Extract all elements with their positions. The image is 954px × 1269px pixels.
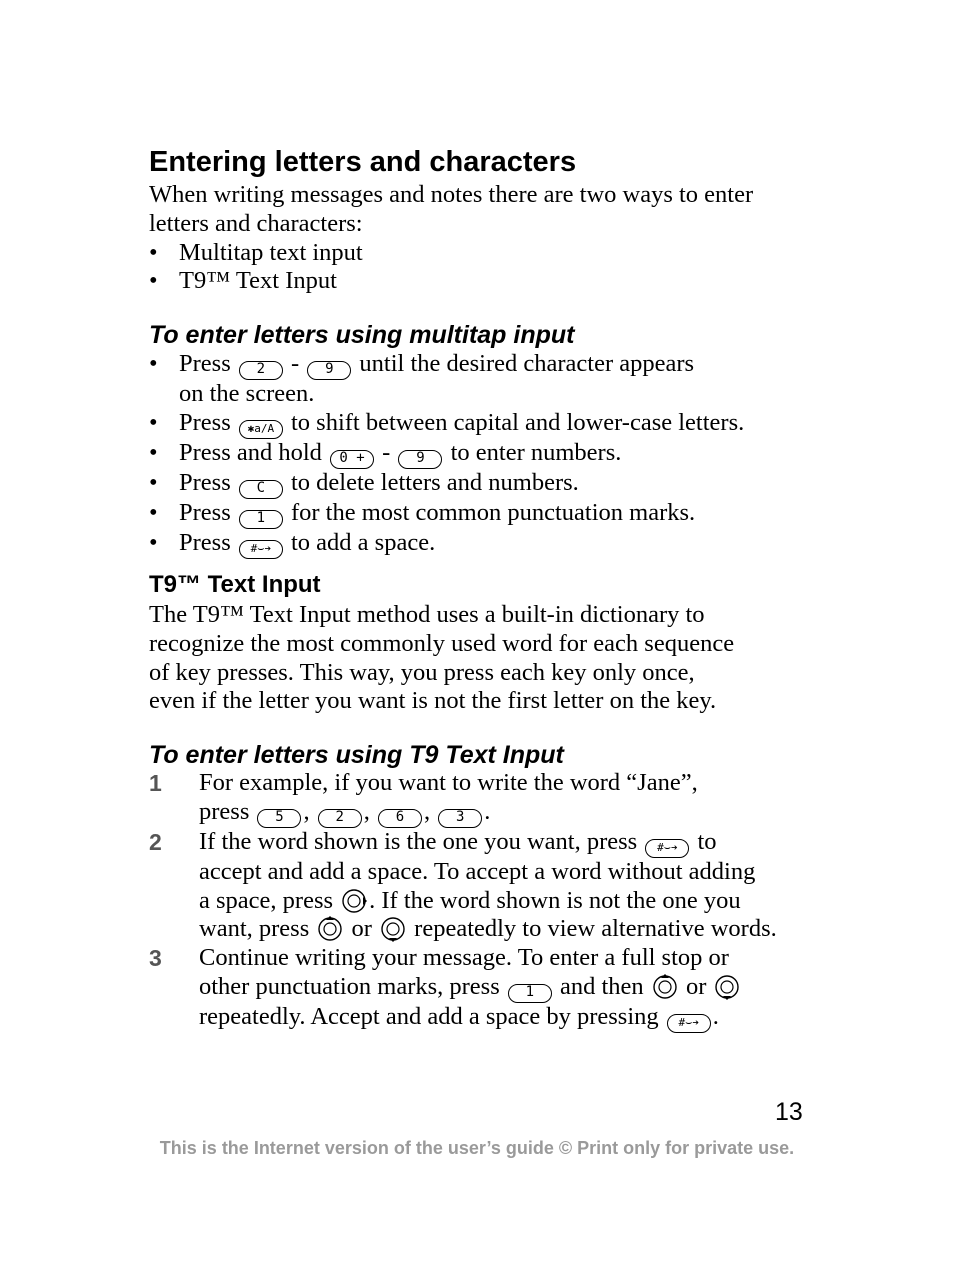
page-number: 13 [775, 1098, 803, 1126]
text: until the desired character appears [353, 350, 695, 377]
key-1-icon: 1 [239, 510, 283, 529]
text: a space, press [199, 886, 340, 914]
list-item: • T9™ Text Input [149, 267, 337, 295]
key-hash-icon: #⌣➔ [667, 1014, 711, 1033]
section-heading-t9-steps: To enter letters using T9 Text Input [149, 741, 564, 769]
list-item: • Press C to delete letters and numbers. [149, 469, 744, 499]
text: and then [553, 972, 650, 1000]
page-title: Entering letters and characters [149, 146, 577, 178]
text: For example, if you want to write the word “Jane”, [199, 769, 698, 796]
text: to enter numbers. [444, 438, 622, 466]
text: Press [179, 498, 237, 526]
text: of key presses. This way, you press each key only once, [149, 658, 695, 686]
text: Press [179, 408, 237, 436]
text: - [284, 350, 306, 377]
key-6-icon: 6 [378, 809, 422, 828]
key-3-icon: 3 [438, 809, 482, 828]
t9-steps-list [149, 769, 777, 1033]
key-2-icon: 2 [239, 361, 283, 380]
key-1-icon: 1 [508, 984, 552, 1003]
section-heading-t9: T9™ Text Input [149, 571, 321, 598]
text: Press [179, 528, 237, 556]
key-c-icon: C [239, 480, 283, 499]
text: - [376, 438, 397, 466]
navigation-key-up-icon [317, 916, 343, 942]
text: to delete letters and numbers. [284, 468, 579, 496]
key-hash-icon: #⌣➔ [645, 839, 689, 858]
list-item: • Press #⌣➔ to add a space. [149, 529, 744, 559]
text: , [363, 797, 376, 825]
text: Press [179, 350, 237, 377]
list-item: • Press 2 - 9 until the desired character appears on the screen. [149, 350, 744, 409]
intro-line: When writing messages and notes there are two ways to enter [149, 181, 754, 208]
text: other punctuation marks, press [199, 972, 506, 1000]
text: repeatedly. Accept and add a space by pressing [199, 1002, 665, 1030]
text: on the screen. [179, 380, 315, 407]
text: or [345, 915, 379, 943]
text: to [691, 827, 717, 855]
text: want, press [199, 915, 316, 943]
navigation-key-down-icon [380, 916, 406, 942]
text: or [679, 972, 713, 1000]
text: , [303, 797, 316, 825]
text: The T9™ Text Input method uses a built-in dictionary to [149, 601, 705, 628]
t9-paragraph [149, 601, 734, 716]
navigation-key-right-icon [341, 888, 367, 914]
key-2-icon: 2 [318, 809, 362, 828]
text: If the word shown is the one you want, press [199, 827, 644, 855]
step-number: 1 [149, 770, 162, 796]
text: . [712, 1002, 719, 1030]
multitap-list [149, 350, 744, 559]
list-item: • Press 1 for the most common punctuation marks. [149, 499, 744, 529]
text: Continue writing your message. To enter a full stop or [199, 944, 729, 972]
step-item [149, 828, 777, 944]
list-item: • Press and hold 0 + - 9 to enter numbers. [149, 439, 744, 469]
list-item: • Press ✱a/A to shift between capital and lower-case letters. [149, 409, 744, 439]
key-5-icon: 5 [257, 809, 301, 828]
text: press [199, 797, 256, 825]
step-item [149, 944, 777, 1033]
footer-notice: This is the Internet version of the user’s guide © Print only for private use. [159, 1138, 795, 1158]
text: . [484, 797, 491, 825]
section-heading-multitap: To enter letters using multitap input [149, 321, 575, 349]
text: . If the word shown is not the one you [369, 886, 741, 914]
navigation-key-down-icon [714, 974, 740, 1000]
text: to add a space. [284, 528, 436, 556]
navigation-key-up-icon [652, 974, 678, 1000]
text: accept and add a space. To accept a word without adding [199, 857, 756, 885]
text: repeatedly to view alternative words. [408, 915, 777, 943]
text: Press [179, 468, 237, 496]
list-item: • Multitap text input [149, 238, 363, 266]
key-hash-icon: #⌣➔ [239, 540, 283, 559]
step-item [149, 769, 777, 828]
key-9-icon: 9 [307, 361, 351, 380]
text: Press and hold [179, 438, 329, 466]
list-item-label: Multitap text input [179, 238, 363, 266]
key-9-icon: 9 [398, 450, 442, 469]
list-item-label: T9™ Text Input [179, 267, 337, 295]
text: for the most common punctuation marks. [284, 498, 696, 526]
intro-paragraph [149, 181, 753, 296]
step-number: 2 [149, 828, 162, 855]
key-star-icon: ✱a/A [239, 420, 283, 439]
text: , [423, 797, 437, 825]
text: to shift between capital and lower-case letters. [284, 408, 745, 436]
intro-line: letters and characters: [149, 209, 363, 237]
text: recognize the most commonly used word for each sequence [149, 629, 735, 657]
text: even if the letter you want is not the first letter on the key. [149, 687, 717, 715]
key-0-icon: 0 + [330, 450, 374, 469]
step-number: 3 [149, 945, 162, 972]
